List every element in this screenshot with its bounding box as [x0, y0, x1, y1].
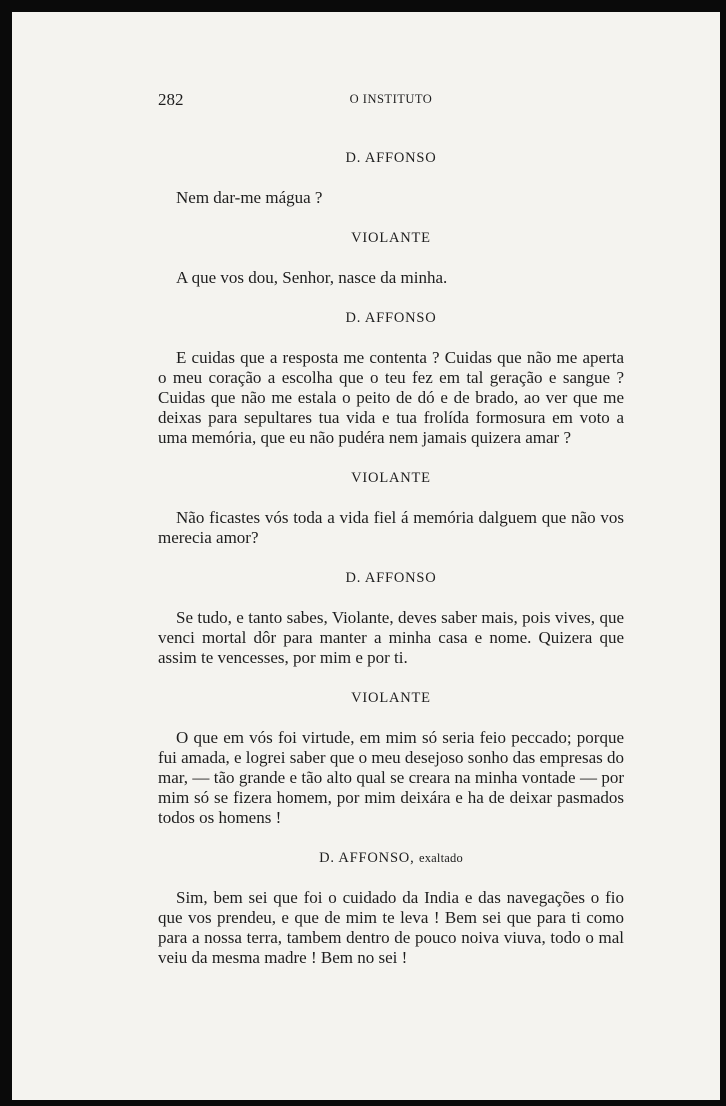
stage-direction: exaltado [418, 851, 463, 865]
speech-text: O que em vós foi virtude, em mim só seria feio peccado; porque fui amada, e logrei saber que o meu desejoso sonho das empresas do mar, — tão grande e tão alto qual se creara na minha vontade — por mim só se fizera homem, por mim deixára e ha de deixar pasmados todos os homens ! [158, 728, 624, 827]
speaker-name [158, 568, 624, 588]
speaker-label: VIOLANTE [351, 470, 431, 486]
speaker-name [158, 468, 624, 488]
speaker-label: D. AFFONSO, [319, 850, 415, 866]
dialogue-body [158, 148, 624, 988]
speaker-name [158, 848, 624, 868]
speaker-label: D. AFFONSO [345, 570, 437, 586]
speaker-name [158, 148, 624, 168]
speaker-label: VIOLANTE [351, 230, 431, 246]
speech-text: Nem dar-me mágua ? [176, 188, 323, 207]
speaker-name [158, 688, 624, 708]
running-title: O INSTITUTO [349, 92, 433, 106]
speaker-name [158, 228, 624, 248]
book-page [12, 12, 720, 1100]
page-number: 282 [158, 90, 184, 109]
speech-text: Se tudo, e tanto sabes, Violante, deves saber mais, pois vives, que venci mortal dôr para manter a minha casa e nome. Quizera que assim te vencesses, por mim e por ti. [158, 608, 624, 667]
speech-text: Não ficastes vós toda a vida fiel á memória dalguem que não vos merecia amor? [158, 508, 624, 547]
speaker-label: VIOLANTE [351, 690, 431, 706]
speaker-label: D. AFFONSO [345, 310, 437, 326]
speech-text: A que vos dou, Senhor, nasce da minha. [176, 268, 448, 287]
page-header [158, 90, 624, 110]
speaker-name [158, 308, 624, 328]
speaker-label: D. AFFONSO [345, 150, 437, 166]
speech-text: E cuidas que a resposta me contenta ? Cuidas que não me aperta o meu coração a escolha que o teu fez em tal geração e sangue ? Cuidas que não me estala o peito de dó e de brado, ao ver que me deixas para sepultares tua vida e tua frolída formosura em voto a uma memória, que eu não pudéra nem jamais quizera amar ? [158, 348, 624, 447]
speech-text: Sim, bem sei que foi o cuidado da India e das navegações o fio que vos prendeu, e que de mim te leva ! Bem sei que para ti como para a nossa terra, tambem dentro de pouco noiva viuva, todo o mal veiu da mesma madre ! Bem no sei ! [158, 888, 624, 967]
